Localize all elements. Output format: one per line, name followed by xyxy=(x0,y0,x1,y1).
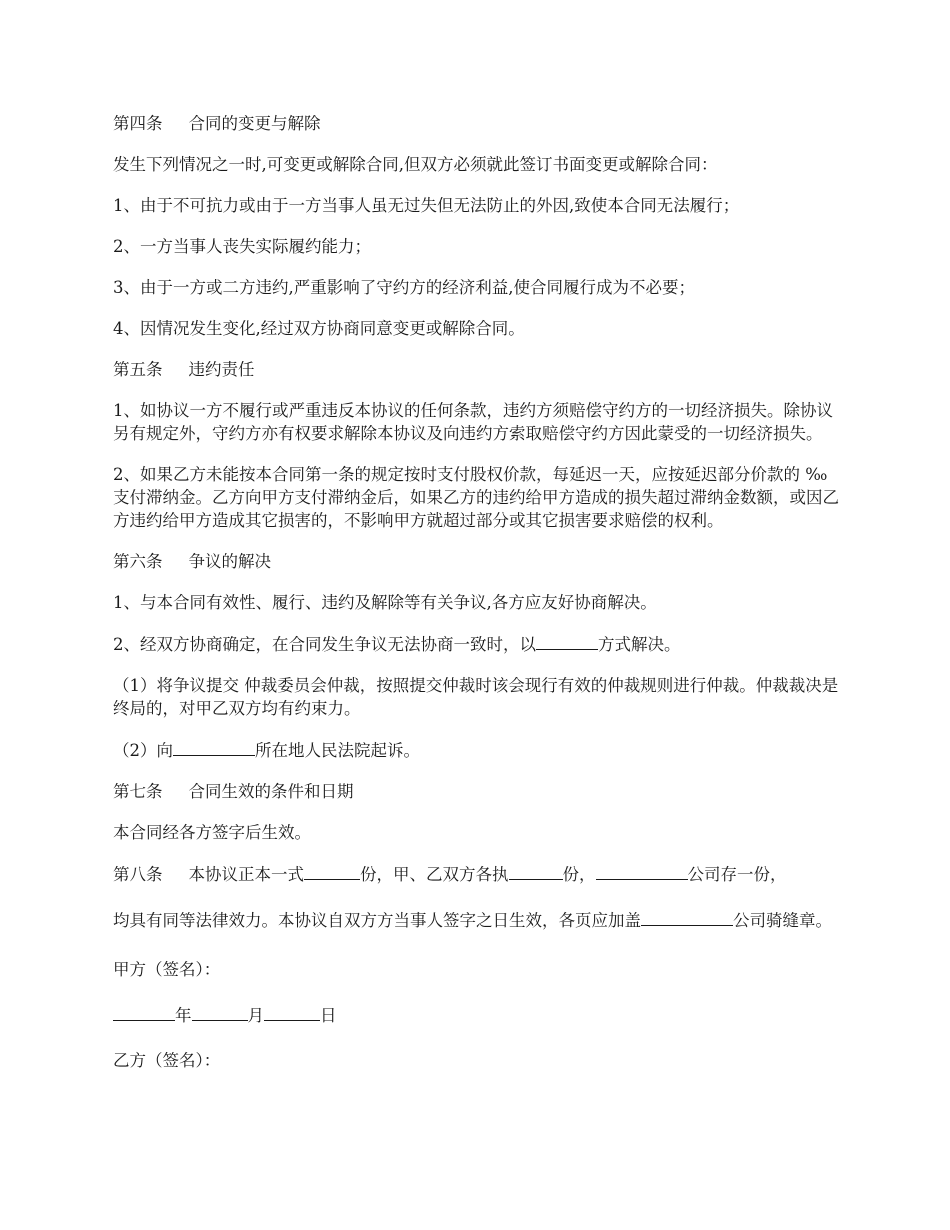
article-4-intro: 发生下列情况之一时,可变更或解除合同,但双方必须就此签订书面变更或解除合同： xyxy=(113,155,718,174)
article-4-heading xyxy=(113,112,839,135)
party-a-signature-label: 甲方（签名）： xyxy=(113,960,221,979)
dispute-method-blank[interactable] xyxy=(536,632,598,650)
court-option xyxy=(113,738,839,762)
article-8-seg-2: 份，甲、乙双方各执 xyxy=(360,865,509,884)
article-5-paragraph-1: 1、如协议一方不履行或严重违反本协议的任何条款，违约方须赔偿守约方的一切经济损失。除协议另有规定外，守约方亦有权要求解除本协议及向违约方索取赔偿守约方因此蒙受的一切经济损失。 xyxy=(113,401,833,443)
article-8-seg-1: 本协议正本一式 xyxy=(188,865,304,884)
article-4-item-4: 4、因情况发生变化,经过双方协商同意变更或解除合同。 xyxy=(113,319,525,338)
article-6-heading xyxy=(113,550,839,573)
article-5-title: 违约责任 xyxy=(188,360,255,379)
article-5-number: 第五条 xyxy=(113,360,163,379)
court-location-blank[interactable] xyxy=(173,738,255,756)
article-8-seg-4: 公司存一份， xyxy=(687,865,787,884)
year-blank[interactable] xyxy=(113,1003,175,1021)
original-copies-blank[interactable] xyxy=(304,862,360,880)
article-8-line-2-after: 公司骑缝章。 xyxy=(733,911,832,930)
article-4-item-3: 3、由于一方或二方违约,严重影响了守约方的经济利益,使合同履行成为不必要； xyxy=(113,278,695,297)
article-8-seg-3: 份， xyxy=(562,865,596,884)
article-7-title: 合同生效的条件和日期 xyxy=(188,782,354,801)
year-label: 年 xyxy=(175,1006,192,1025)
article-5-paragraph-2: 2、如果乙方未能按本合同第一条的规定按时支付股权价款，每延迟一天，应按延迟部分价款的 ‰支付滞纳金。乙方向甲方支付滞纳金后，如果乙方的违约给甲方造成的损失超过滞纳金数额，或因乙方违约给甲方造成其它损害的，不影响甲方就超过部分或其它损害要求赔偿的权利。 xyxy=(113,465,839,530)
article-8-line-2-before: 均具有同等法律效力。本协议自双方方当事人签字之日生效，各页应加盖 xyxy=(113,911,641,930)
article-6-number: 第六条 xyxy=(113,552,163,571)
article-8-number: 第八条 xyxy=(113,865,163,884)
article-7-heading xyxy=(113,780,839,803)
article-4-number: 第四条 xyxy=(113,114,163,133)
article-8-line-2 xyxy=(113,908,839,932)
month-blank[interactable] xyxy=(192,1003,248,1021)
party-b-signature-label: 乙方（签名）： xyxy=(113,1051,221,1070)
article-6-p2-text-before: 2、经双方协商确定，在合同发生争议无法协商一致时，以 xyxy=(113,635,536,654)
article-4-title: 合同的变更与解除 xyxy=(188,114,321,133)
article-8-line-1 xyxy=(113,862,839,886)
article-4-item-2: 2、一方当事人丧失实际履约能力； xyxy=(113,237,371,256)
article-6-p2-text-after: 方式解决。 xyxy=(598,635,681,654)
article-4-item-1: 1、由于不可抗力或由于一方当事人虽无过失但无法防止的外因,致使本合同无法履行； xyxy=(113,196,740,215)
article-6-paragraph-1: 1、与本合同有效性、履行、违约及解除等有关争议,各方应友好协商解决。 xyxy=(113,593,657,612)
article-5-heading xyxy=(113,358,839,381)
article-6-paragraph-2 xyxy=(113,632,839,656)
arbitration-option: （1）将争议提交 仲裁委员会仲裁，按照提交仲裁时该会现行有效的仲裁规则进行仲裁。仲裁裁决是终局的，对甲乙双方均有约束力。 xyxy=(113,676,839,718)
signature-date-line xyxy=(113,1003,839,1027)
seal-company-blank[interactable] xyxy=(641,908,733,926)
company-name-blank[interactable] xyxy=(596,862,688,880)
day-label: 日 xyxy=(320,1006,337,1025)
party-copies-blank[interactable] xyxy=(509,862,563,880)
court-option-text-before: （2）向 xyxy=(113,741,173,760)
contract-page xyxy=(113,112,839,1090)
court-option-text-after: 所在地人民法院起诉。 xyxy=(255,741,420,760)
month-label: 月 xyxy=(247,1006,264,1025)
day-blank[interactable] xyxy=(264,1003,320,1021)
article-6-title: 争议的解决 xyxy=(188,552,271,571)
article-7-number: 第七条 xyxy=(113,782,163,801)
article-7-paragraph: 本合同经各方签字后生效。 xyxy=(113,823,311,842)
